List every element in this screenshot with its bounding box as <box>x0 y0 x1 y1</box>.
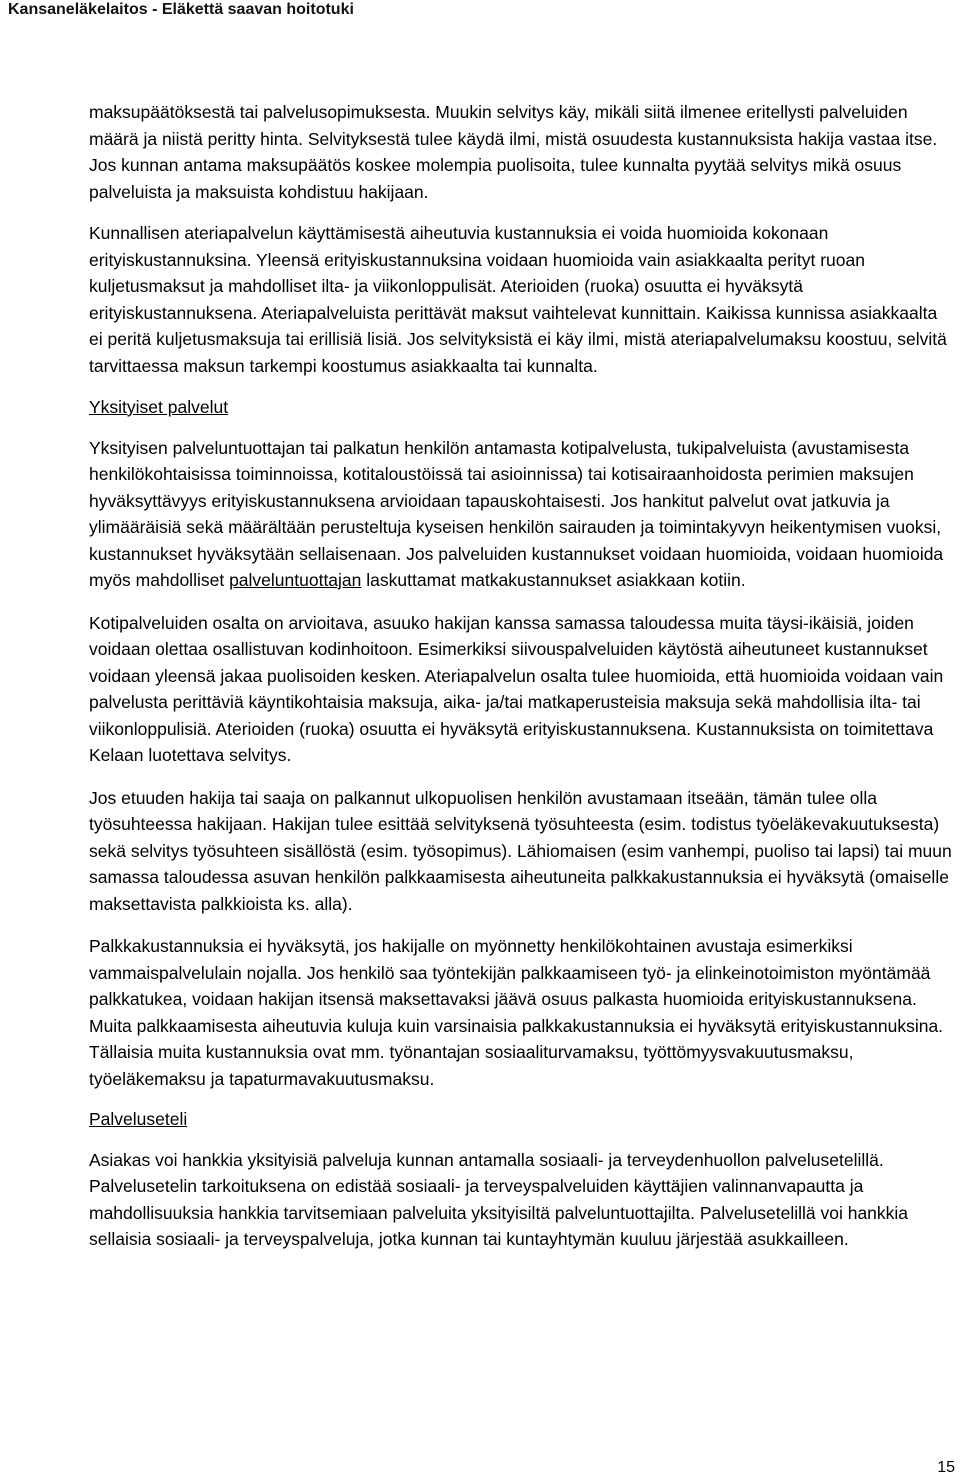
section-heading-yksityiset-palvelut: Yksityiset palvelut <box>89 397 229 417</box>
paragraph-palveluseteli: Asiakas voi hankkia yksityisiä palveluja kunnan antamalla sosiaali- ja terveydenhuollon palvelusetelillä. Palvelusetelin tarkoituksena on edistää sosiaali- ja terveyspalveluiden käyttäjien valinnanvapautta ja mahdollisuuksia hankkia tarvitsemiaan palveluita yksityisiltä palveluntuottajilta. Palvelusetelillä voi hankkia sellaisia sosiaali- ja terveyspalveluja, jotka kunnan tai kuntayhtymän kuuluu järjestää asukkailleen. <box>89 1149 909 1249</box>
section-heading-palveluseteli: Palveluseteli <box>89 1109 188 1129</box>
paragraph-kotipalvelut: Kotipalveluiden osalta on arvioitava, asuuko hakijan kanssa samassa taloudessa muita täysi-ikäisiä, joiden voidaan olettaa osallistuvan kodinhoitoon. Esimerkiksi siivouspalveluiden käytöstä aiheutuneet kustannukset voidaan yleensä jakaa puolisoiden kesken. Ateriapalvelun osalta tulee huomioida, että huomioida voidaan vain palvelusta perittäviä käyntikohtaisia maksuja, aika- ja/tai matkaperusteisia maksuja sekä mahdollisia ilta- tai viikonloppulisiä. Aterioiden (ruoka) osuutta ei hyväksytä erityiskustannuksena. Kustannuksista on toimitettava Kelaan luotettava selvitys. <box>89 612 944 765</box>
paragraph-palkkakustannukset: Palkkakustannuksia ei hyväksytä, jos hakijalle on myönnetty henkilökohtainen avustaja esimerkiksi vammaispalvelulain nojalla. Jos henkilö saa työntekijän palkkaamiseen työ- ja elinkeinotoimiston myöntämää palkkatukea, voidaan hakijan itsensä maksettavaksi jäävä osuus palkasta huomioida erityiskustannuksena. Muita palkkaamisesta aiheutuvia kuluja kuin varsinaisia palkkakustannuksia ei hyväksytä erityiskustannuksina. Tällaisia muita kustannuksia ovat mm. työnantajan sosiaaliturvamaksu, työttömyysvakuutusmaksu, työeläkemaksu ja tapaturmavakuutusmaksu. <box>89 936 944 1089</box>
paragraph-text: laskuttamat matkakustannukset asiakkaan kotiin. <box>361 570 746 590</box>
page-number: 15 <box>937 1459 955 1476</box>
paragraph-maksupaatos: maksupäätöksestä tai palvelusopimuksesta. Muukin selvitys käy, mikäli siitä ilmenee eritellysti palveluiden määrä ja niistä peritty hinta. Selvityksestä tulee käydä ilmi, mistä osuudesta kustannuksista hakija vastaa itse. Jos kunnan antama maksupäätös koskee molempia puolisoita, tulee kunnalta pyytää selvitys mikä osuus palveluista ja maksuista kohdistuu hakijaan. <box>89 102 938 202</box>
paragraph-palkattu-avustaja: Jos etuuden hakija tai saaja on palkannut ulkopuolisen henkilön avustamaan itseään, tämän tulee olla työsuhteessa hakijaan. Hakijan tulee esittää selvityksenä työsuhteesta (esim. todistus työeläkevakuutuksesta) sekä selvitys työsuhteen sisällöstä (esim. työsopimus). Lähiomaisen (esim vanhempi, puoliso tai lapsi) tai muun samassa taloudessa asuvan henkilön palkkaamisesta aiheutuneita palkkakustannuksia ei hyväksytä (omaiselle maksettavista palkkioista ks. alla). <box>89 787 952 914</box>
paragraph-yksityiset-palvelut <box>89 435 953 594</box>
document-body <box>89 99 953 1253</box>
paragraph-ateriapalvelu: Kunnallisen ateriapalvelun käyttämisestä aiheutuvia kustannuksia ei voida huomioida kokonaan erityiskustannuksina. Yleensä erityiskustannuksina voidaan huomioida vain asiakkaalta perityt ruoan kuljetusmaksut ja mahdolliset ilta- ja viikonloppulisät. Aterioiden (ruoka) osuutta ei hyväksytä erityiskustannuksena. Ateriapalveluista perittävät maksut vaihtelevat kunnittain. Kaikissa kunnissa asiakkaalta ei peritä kuljetusmaksuja tai erillisiä lisiä. Jos selvityksistä ei käy ilmi, mistä ateriapalvelumaksu koostuu, selvitä tarvittaessa maksun tarkempi koostumus asiakkaalta tai kunnalta. <box>89 223 947 376</box>
document-header-title: Kansaneläkelaitos - Eläkettä saavan hoitotuki <box>8 1 354 18</box>
palveluntuottajan-link[interactable]: palveluntuottajan <box>229 570 362 590</box>
paragraph-text: Yksityisen palveluntuottajan tai palkatun henkilön antamasta kotipalvelusta, tukipalveluista (avustamisesta henkilökohtaisissa toiminnoissa, kotitaloustöissä tai asioinnissa) tai kotisairaanhoidosta perimien maksujen hyväksyttävyys erityiskustannuksena arvioidaan tapauskohtaisesti. Jos hankitut palvelut ovat jatkuvia ja ylimääräisiä sekä määrältään perusteltuja kyseisen henkilön sairauden ja toimintakyvyn heikentymisen vuoksi, kustannukset hyväksytään sellaisenaan. Jos palveluiden kustannukset voidaan huomioida, voidaan huomioida myös mahdolliset <box>89 437 944 590</box>
